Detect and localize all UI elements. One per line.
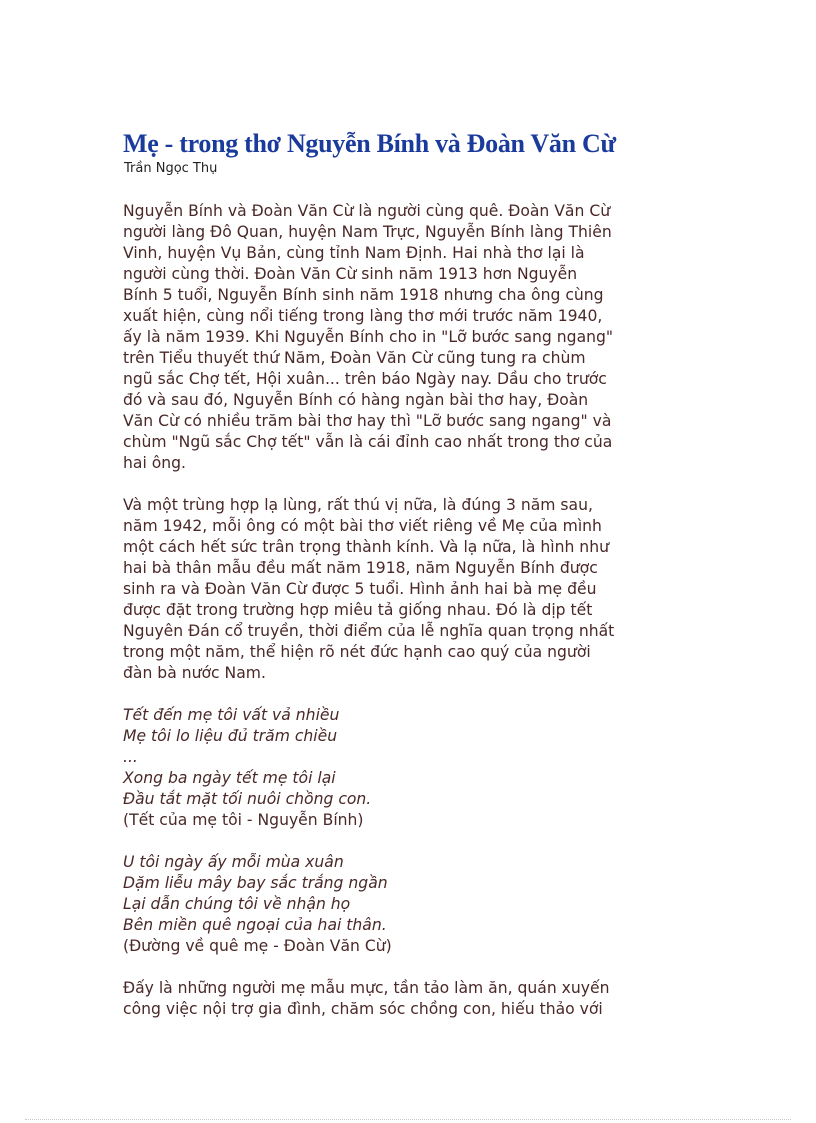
text-line: đàn bà nước Nam.	[123, 664, 266, 682]
text-line: trên Tiểu thuyết thứ Năm, Đoàn Văn Cừ cũng tung ra chùm	[123, 349, 586, 367]
paragraph-2	[123, 495, 703, 684]
paragraph-3	[123, 978, 703, 1020]
poem-line: Đầu tắt mặt tối nuôi chồng con.	[123, 790, 372, 808]
poem-line: Tết đến mẹ tôi vất vả nhiều	[123, 706, 340, 724]
article-title: Mẹ - trong thơ Nguyễn Bính và Đoàn Văn Cừ	[123, 129, 616, 158]
text-line: người cùng thời. Đoàn Văn Cừ sinh năm 1913 hơn Nguyễn	[123, 265, 578, 283]
text-line: hai ông.	[123, 454, 187, 472]
text-line: Văn Cừ có nhiều trăm bài thơ hay thì "Lỡ bước sang ngang" và	[123, 412, 612, 430]
text-line: ấy là năm 1939. Khi Nguyễn Bính cho in "Lỡ bước sang ngang"	[123, 328, 614, 346]
page-bottom-rule	[25, 1119, 791, 1120]
poem-line: Dặm liễu mây bay sắc trắng ngần	[123, 874, 388, 892]
text-line: chùm "Ngũ sắc Chợ tết" vẫn là cái đỉnh cao nhất trong thơ của	[123, 433, 613, 451]
poem-line: Xong ba ngày tết mẹ tôi lại	[123, 769, 336, 787]
poem-source: (Đường về quê mẹ - Đoàn Văn Cừ)	[123, 937, 392, 955]
text-line: năm 1942, mỗi ông có một bài thơ viết riêng về Mẹ của mình	[123, 517, 602, 535]
poem-line: ...	[123, 748, 138, 766]
poem-line: Bên miền quê ngoại của hai thân.	[123, 916, 387, 934]
text-line: xuất hiện, cùng nổi tiếng trong làng thơ mới trước năm 1940,	[123, 307, 603, 325]
text-line: ngũ sắc Chợ tết, Hội xuân... trên báo Ngày nay. Dầu cho trước	[123, 370, 607, 388]
poem-2	[123, 852, 703, 957]
text-line: Vinh, huyện Vụ Bản, cùng tỉnh Nam Định. Hai nhà thơ lại là	[123, 244, 585, 262]
poem-source: (Tết của mẹ tôi - Nguyễn Bính)	[123, 811, 364, 829]
text-line: hai bà thân mẫu đều mất năm 1918, năm Nguyễn Bính được	[123, 559, 598, 577]
text-line: Nguyên Đán cổ truyền, thời điểm của lễ nghĩa quan trọng nhất	[123, 622, 615, 640]
text-line: đó và sau đó, Nguyễn Bính có hàng ngàn bài thơ hay, Đoàn	[123, 391, 589, 409]
text-line: Và một trùng hợp lạ lùng, rất thú vị nữa, là đúng 3 năm sau,	[123, 496, 593, 514]
article	[123, 128, 703, 1020]
poem-line: U tôi ngày ấy mỗi mùa xuân	[123, 853, 344, 871]
poem-1	[123, 705, 703, 831]
text-line: người làng Đô Quan, huyện Nam Trực, Nguyễn Bính làng Thiên	[123, 223, 612, 241]
text-line: sinh ra và Đoàn Văn Cừ được 5 tuổi. Hình ảnh hai bà mẹ đều	[123, 580, 597, 598]
article-author: Trần Ngọc Thụ	[124, 161, 218, 176]
paragraph-1	[123, 201, 703, 474]
text-line: công việc nội trợ gia đình, chăm sóc chồng con, hiếu thảo với	[123, 1000, 603, 1018]
poem-line: Mẹ tôi lo liệu đủ trăm chiều	[123, 727, 338, 745]
text-line: được đặt trong trường hợp miêu tả giống nhau. Đó là dịp tết	[123, 601, 593, 619]
text-line: Bính 5 tuổi, Nguyễn Bính sinh năm 1918 nhưng cha ông cùng	[123, 286, 604, 304]
text-line: trong một năm, thể hiện rõ nét đức hạnh cao quý của người	[123, 643, 591, 661]
poem-line: Lại dẫn chúng tôi về nhận họ	[123, 895, 351, 913]
text-line: Đấy là những người mẹ mẫu mực, tần tảo làm ăn, quán xuyến	[123, 979, 610, 997]
text-line: Nguyễn Bính và Đoàn Văn Cừ là người cùng quê. Đoàn Văn Cừ	[123, 202, 611, 220]
text-line: một cách hết sức trân trọng thành kính. Và lạ nữa, là hình như	[123, 538, 609, 556]
